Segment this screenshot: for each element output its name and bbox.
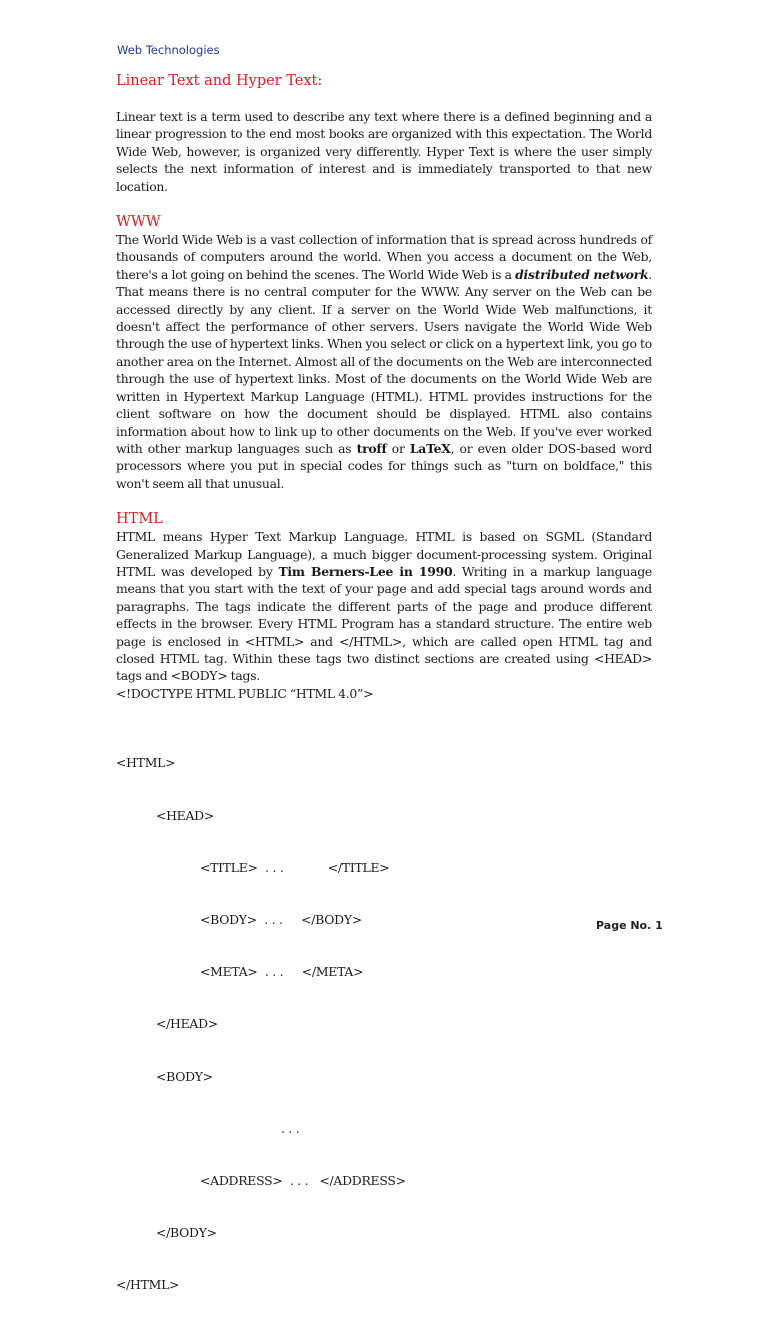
code-line: <HTML> <box>116 755 176 771</box>
heading-www: WWW <box>116 214 161 231</box>
html-text-2: . Writing in a markup language means that you start with the text of your page and add special tags around words and paragraphs. The tags indicate the different parts of the page and produce different effects in the browser. Every HTML Program has a standard structure. The entire web page is enclosed in <HTML> and </HTML>, which are called open HTML tag and closed HTML tag. Within these tags two distinct sections are created using <HEAD> tags and <BODY> tags. <box>116 563 652 684</box>
paragraph-linear-text: Linear text is a term used to describe any text where there is a defined beginning and a linear progression to the end most books are organized with this expectation. The World Wide Web, however, is organized very differently. Hyper Text is where the user simply selects the next information of interest and is immediately transported to that new location. <box>116 109 652 194</box>
code-line: <BODY> . . . </BODY> <box>200 912 362 927</box>
html-text-1: HTML means Hyper Text Markup Language. HTML is based on SGML (Standard Generalized Markup Language), a much bigger document-processing system. Original HTML was developed by <box>116 529 652 579</box>
code-line: <TITLE> . . . </TITLE> <box>200 859 390 875</box>
code-line: </HTML> <box>116 1277 180 1293</box>
code-line: . . . <box>281 1120 300 1136</box>
www-bold-troff: troff <box>356 440 387 456</box>
page-content <box>116 72 652 1329</box>
heading-html: HTML <box>116 511 163 528</box>
html-structure-code <box>116 720 652 1329</box>
running-header: Web Technologies <box>117 43 220 57</box>
code-line: <ADDRESS> . . . </ADDRESS> <box>200 1173 406 1189</box>
code-line: </HEAD> <box>156 1016 218 1032</box>
www-text-1: The World Wide Web is a vast collection of information that is spread across hundreds of thousands of computers around the world. When you access a document on the Web, there's a lot going on behind the scenes. The World Wide Web is a <box>116 232 652 282</box>
code-line: </BODY> <box>156 1225 217 1241</box>
paragraph-html <box>116 528 652 685</box>
code-line: <HEAD> <box>156 807 214 823</box>
www-text-3: or <box>386 440 410 456</box>
code-line: <META> . . . </META> <box>200 964 364 980</box>
www-emphasis: distributed network <box>515 266 649 282</box>
paragraph-www <box>116 231 652 492</box>
doctype-line: <!DOCTYPE HTML PUBLIC “HTML 4.0”> <box>116 685 374 701</box>
heading-linear-hyper-text: Linear Text and Hyper Text: <box>116 73 323 89</box>
www-text-2: . That means there is no central computer for the WWW. Any server on the Web can be accessed directly by any client. If a server on the World Wide Web malfunctions, it doesn't affect the performance of other servers. Users navigate the World Wide Web through the use of hypertext links. When you select or click on a hypertext link, you go to another area on the Internet. Almost all of the documents on the Web are interconnected through the use of hypertext links. Most of the documents on the World Wide Web are written in Hypertext Markup Language (HTML). HTML provides instructions for the client software on how the document should be displayed. HTML also contains information about how to link up to other documents on the Web. If you've ever worked with other markup languages such as <box>116 266 652 456</box>
html-bold-author: Tim Berners-Lee in 1990 <box>278 563 453 579</box>
code-line: <BODY> <box>156 1068 213 1084</box>
www-text-4: , or even older DOS-based word processors where you put in special codes for things such as "turn on boldface," this won't seem all that unusual. <box>116 440 653 491</box>
page-number: Page No. 1 <box>596 919 663 932</box>
www-bold-latex: LaTeX <box>409 440 451 456</box>
